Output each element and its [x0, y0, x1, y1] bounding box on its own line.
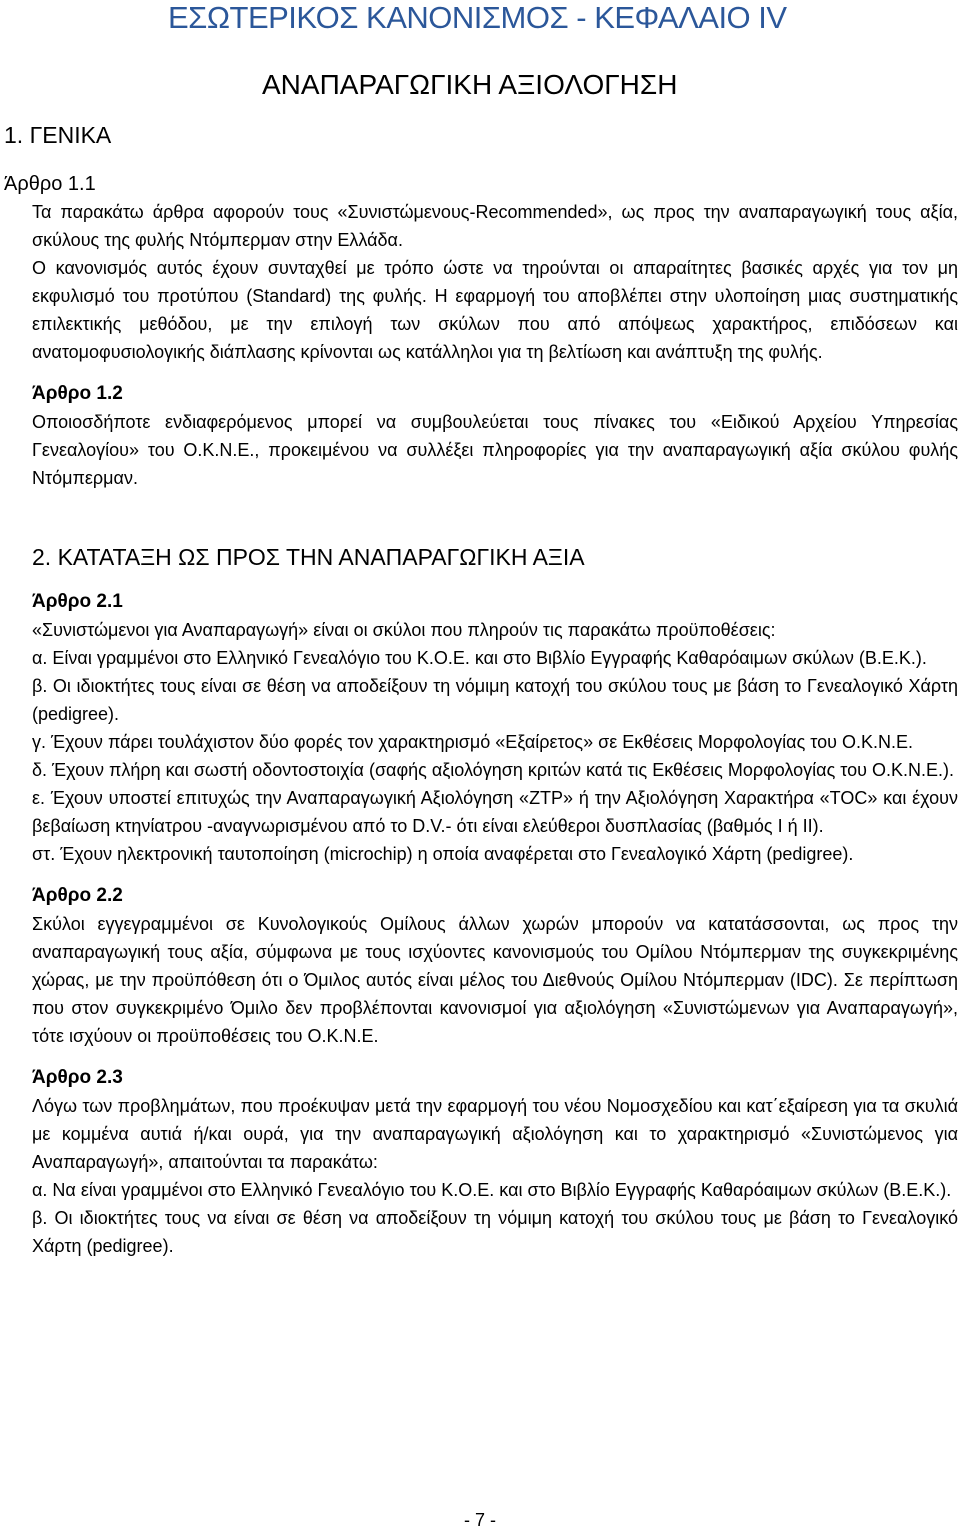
list-item: α. Να είναι γραμμένοι στο Ελληνικό Γενεαλόγιο του Κ.Ο.Ε. και στο Βιβλίο Εγγραφής Καθαρόαιμων σκύλων (Β.Ε.Κ.).	[32, 1180, 952, 1200]
list-item: α. Είναι γραμμένοι στο Ελληνικό Γενεαλόγιο του Κ.Ο.Ε. και στο Βιβλίο Εγγραφής Καθαρόαιμων σκύλων (Β.Ε.Κ.).	[32, 648, 927, 668]
list-item: δ. Έχουν πλήρη και σωστή οδοντοστοιχία (σαφής αξιολόγηση κριτών κατά τις Εκθέσεις Μορφολογίας του Ο.Κ.Ν.Ε.).	[32, 760, 954, 780]
article-heading: Άρθρο 2.3	[32, 1067, 123, 1088]
document-title: ΕΣΩΤΕΡΙΚΟΣ ΚΑΝΟΝΙΣΜΟΣ - ΚΕΦΑΛΑΙΟ IV	[168, 0, 787, 35]
paragraph: Οποιοσδήποτε ενδιαφερόμενος μπορεί να συμβουλεύεται τους πίνακες του «Ειδικού Αρχείου Υπηρεσίας Γενεαλογίου» του Ο.Κ.Ν.Ε., προκειμένου να συλλέξει πληροφορίες για την αναπαραγωγική αξία σκύλου φυλής Ντόμπερμαν.	[32, 412, 958, 488]
list-item: στ. Έχουν ηλεκτρονική ταυτοποίηση (microchip) η οποία αναφέρεται στο Γενεαλογικό Χάρτη (pedigree).	[32, 844, 854, 864]
list-item: β. Οι ιδιοκτήτες τους να είναι σε θέση να αποδείξουν τη νόμιμη κατοχή του σκύλου τους με βάση το Γενεαλογικό Χάρτη (pedigree).	[32, 1208, 958, 1256]
article-2-2	[32, 882, 958, 1050]
article-heading: Άρθρο 2.2	[32, 885, 123, 906]
section-2-heading: 2. ΚΑΤΑΤΑΞΗ ΩΣ ΠΡΟΣ ΤΗΝ ΑΝΑΠΑΡΑΓΩΓΙΚΗ ΑΞΙΑ	[32, 544, 585, 570]
section-1-heading: 1. ΓΕΝΙΚΑ	[4, 122, 112, 148]
document-body	[4, 170, 958, 1260]
list-item: ε. Έχουν υποστεί επιτυχώς την Αναπαραγωγική Αξιολόγηση «ZTP» ή την Αξιολόγηση Χαρακτήρα «TOC» και έχουν βεβαίωση κτηνίατρου -αναγνωρισμένου από το D.V.- ότι είναι ελεύθεροι δυσπλασίας (βαθμός Ι ή ΙΙ).	[32, 788, 958, 836]
article-heading: Άρθρο 2.1	[32, 591, 123, 612]
paragraph: Λόγω των προβλημάτων, που προέκυψαν μετά την εφαρμογή του νέου Νομοσχεδίου και κατ΄εξαίρεση για τα σκυλιά με κομμένα αυτιά ή/και ουρά, για την αναπαραγωγική αξιολόγηση και το χαρακτηρισμό «Συνιστώμενος για Αναπαραγωγή», απαιτούνται τα παρακάτω:	[32, 1096, 958, 1172]
paragraph: Τα παρακάτω άρθρα αφορούν τους «Συνιστώμενους-Recommended», ως προς την αναπαραγωγική τους αξία, σκύλους της φυλής Ντόμπερμαν στην Ελλάδα.	[32, 202, 958, 250]
article-heading: Άρθρο 1.1	[4, 173, 96, 195]
article-1-2	[32, 380, 958, 492]
article-2-3	[32, 1064, 958, 1260]
list-item: β. Οι ιδιοκτήτες τους είναι σε θέση να αποδείξουν τη νόμιμη κατοχή του σκύλου τους με βάση το Γενεαλογικό Χάρτη (pedigree).	[32, 676, 958, 724]
paragraph: «Συνιστώμενοι για Αναπαραγωγή» είναι οι σκύλοι που πληρούν τις παρακάτω προϋποθέσεις:	[32, 620, 776, 640]
paragraph: Σκύλοι εγγεγραμμένοι σε Κυνολογικούς Ομίλους άλλων χωρών μπορούν να κατατάσσονται, ως προς την αναπαραγωγική τους αξία, σύμφωνα με τους ισχύοντες κανονισμούς του Ομίλου Ντόμπερμαν της συγκεκριμένης χώρας, με την προϋπόθεση ότι ο Όμιλος αυτός είναι μέλος του Διεθνούς Ομίλου Ντόμπερμαν (IDC). Σε περίπτωση που στον συγκεκριμένο Όμιλο δεν προβλέπονται κανονισμοί για αξιολόγηση «Συνιστώμενων για Αναπαραγωγή», τότε ισχύουν οι προϋποθέσεις του Ο.Κ.Ν.Ε.	[32, 914, 958, 1046]
page-number: - 7 -	[463, 1510, 496, 1530]
list-item: γ. Έχουν πάρει τουλάχιστον δύο φορές τον χαρακτηρισμό «Εξαίρετος» σε Εκθέσεις Μορφολογίας του Ο.Κ.Ν.Ε.	[32, 732, 913, 752]
article-heading: Άρθρο 1.2	[32, 383, 123, 404]
paragraph: Ο κανονισμός αυτός έχουν συνταχθεί με τρόπο ώστε να τηρούνται οι απαραίτητες βασικές αρχές για τον μη εκφυλισμό του προτύπου (Standard) της φυλής. Η εφαρμογή του αποβλέπει στην υλοποίηση μιας συστηματικής επιλεκτικής μεθόδου, με την επιλογή των σκύλων που από απόψεως χαρακτήρος, επιδόσεων και ανατομοφυσιολογικής διάπλασης κρίνονται ως κατάλληλοι για τη βελτίωση και ανάπτυξη της φυλής.	[32, 258, 958, 362]
article-2-1	[32, 588, 958, 868]
document-subtitle: ΑΝΑΠΑΡΑΓΩΓΙΚΗ ΑΞΙΟΛΟΓΗΣΗ	[262, 69, 678, 100]
article-1-1	[4, 170, 958, 366]
